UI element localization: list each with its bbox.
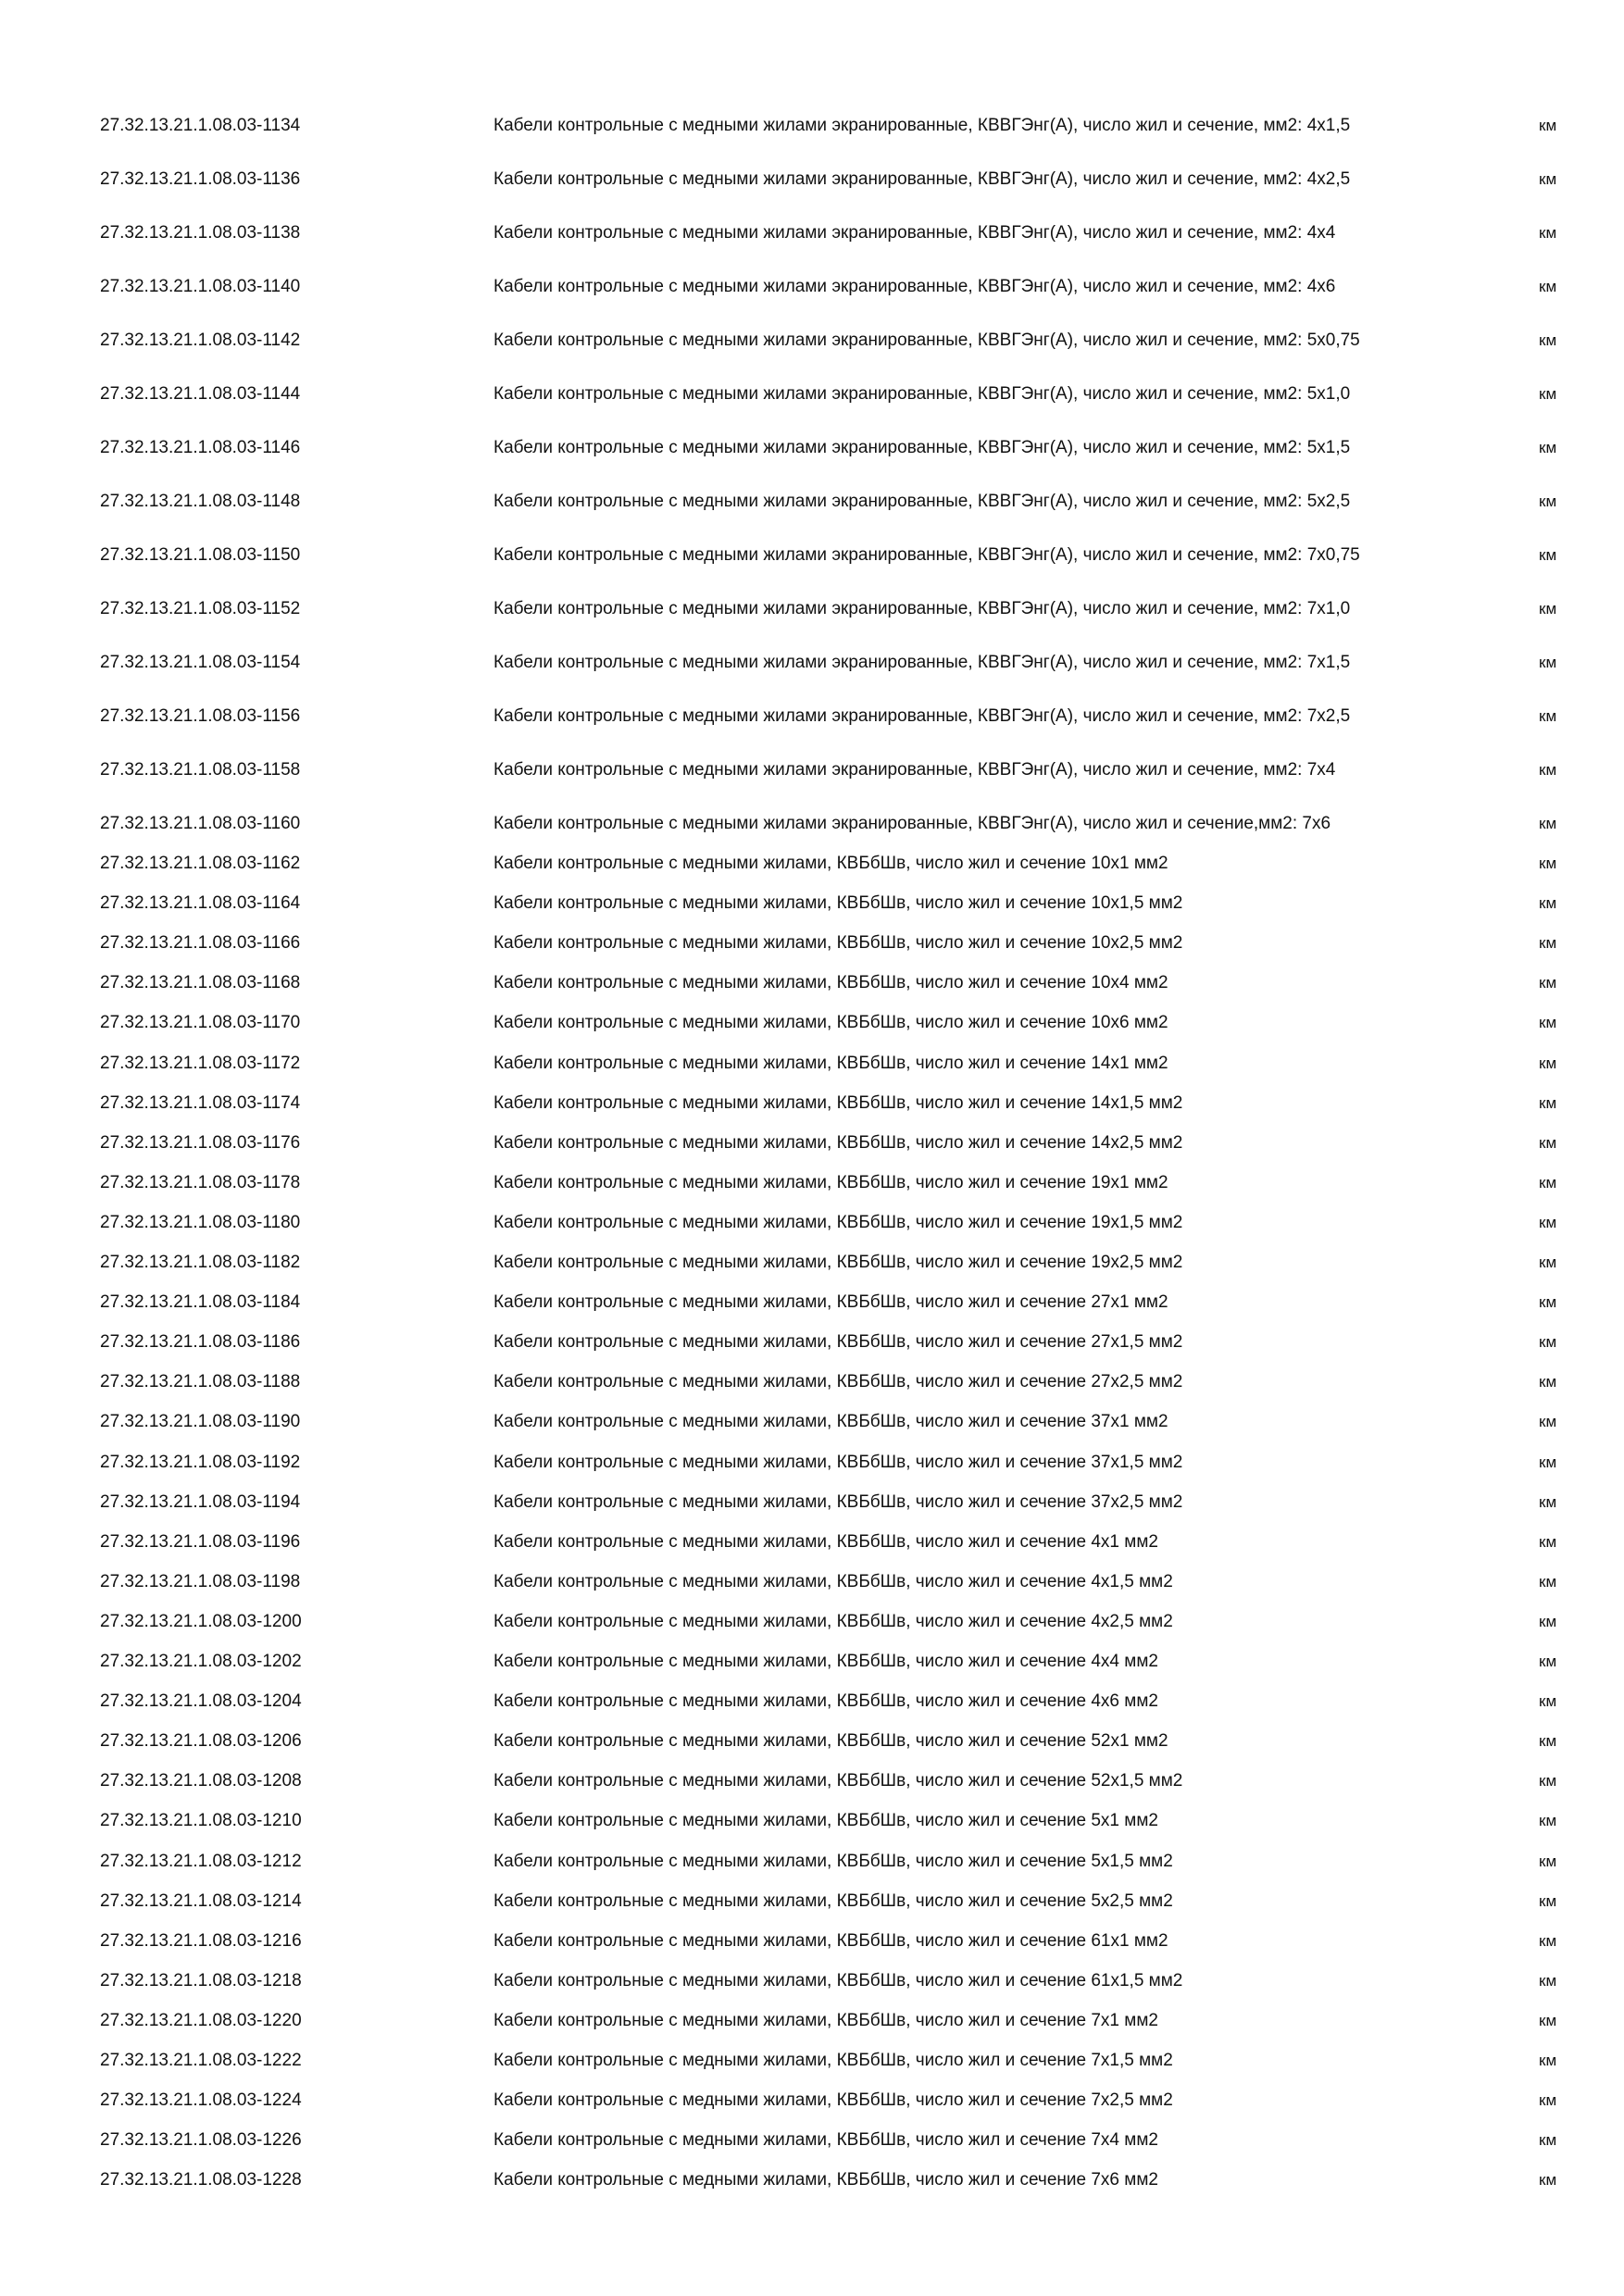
table-row	[0, 2087, 1624, 2115]
item-code: 27.32.13.21.1.08.03-1180	[100, 1212, 301, 1232]
item-description: Кабели контрольные с медными жилами, КВБбШв, число жил и сечение 27х2,5 мм2	[493, 1372, 1183, 1392]
item-code: 27.32.13.21.1.08.03-1222	[100, 2051, 302, 2070]
item-code: 27.32.13.21.1.08.03-1204	[100, 1691, 302, 1712]
item-code: 27.32.13.21.1.08.03-1142	[100, 331, 301, 350]
item-unit: км	[1539, 439, 1557, 456]
item-unit: км	[1539, 1532, 1557, 1551]
table-row	[0, 102, 1624, 150]
item-code: 27.32.13.21.1.08.03-1178	[100, 1172, 301, 1192]
item-unit: км	[1539, 1453, 1557, 1471]
item-unit: км	[1539, 654, 1557, 671]
item-description: Кабели контрольные с медными жилами экранированные, КВВГЭнг(А), число жил и сечение, мм2: 7х0,75	[493, 545, 1360, 565]
table-row	[0, 1489, 1624, 1516]
item-code: 27.32.13.21.1.08.03-1138	[100, 223, 301, 243]
item-description: Кабели контрольные с медными жилами, КВБбШв, число жил и сечение 10х2,5 мм2	[493, 933, 1183, 954]
item-unit: км	[1539, 1014, 1557, 1032]
table-row	[0, 1129, 1624, 1157]
table-row	[0, 1169, 1624, 1197]
item-description: Кабели контрольные с медными жилами, КВБбШв, число жил и сечение 27х1 мм2	[493, 1292, 1168, 1313]
item-unit: км	[1539, 2011, 1557, 2029]
item-unit: км	[1539, 1572, 1557, 1591]
item-description: Кабели контрольные с медными жилами, КВБбШв, число жил и сечение 61х1 мм2	[493, 1930, 1168, 1951]
item-unit: км	[1539, 1852, 1557, 1870]
item-description: Кабели контрольные с медными жилами, КВБбШв, число жил и сечение 37х1 мм2	[493, 1412, 1168, 1432]
table-row	[0, 1608, 1624, 1636]
table-row	[0, 639, 1624, 687]
item-unit: км	[1539, 1373, 1557, 1391]
item-code: 27.32.13.21.1.08.03-1198	[100, 1571, 301, 1591]
table-row	[0, 1050, 1624, 1078]
item-code: 27.32.13.21.1.08.03-1200	[100, 1611, 302, 1631]
item-description: Кабели контрольные с медными жилами, КВБбШв, число жил и сечение 52х1 мм2	[493, 1731, 1168, 1752]
item-description: Кабели контрольные с медными жилами, КВБбШв, число жил и сечение 27х1,5 мм2	[493, 1332, 1183, 1353]
item-description: Кабели контрольные с медными жилами экранированные, КВВГЭнг(А), число жил и сечение, мм2: 4х4	[493, 223, 1336, 243]
item-description: Кабели контрольные с медными жилами экранированные, КВВГЭнг(А), число жил и сечение, мм2: 5х2,5	[493, 492, 1351, 511]
item-unit: км	[1539, 1971, 1557, 1990]
item-unit: км	[1539, 1254, 1557, 1271]
item-code: 27.32.13.21.1.08.03-1188	[100, 1372, 301, 1392]
table-row	[0, 2166, 1624, 2194]
table-row	[0, 1249, 1624, 1277]
item-unit: км	[1539, 1293, 1557, 1312]
item-unit: км	[1539, 707, 1557, 725]
item-unit: км	[1539, 385, 1557, 403]
item-description: Кабели контрольные с медными жилами, КВБбШв, число жил и сечение 4х1 мм2	[493, 1531, 1158, 1552]
table-row	[0, 317, 1624, 365]
item-unit: км	[1539, 1891, 1557, 1910]
item-unit: км	[1539, 2052, 1557, 2069]
item-code: 27.32.13.21.1.08.03-1158	[100, 760, 301, 780]
item-description: Кабели контрольные с медными жилами экранированные, КВВГЭнг(А), число жил и сечение,мм2: 7х6	[493, 814, 1331, 833]
table-row	[0, 478, 1624, 526]
item-unit: км	[1539, 117, 1557, 134]
item-description: Кабели контрольные с медными жилами, КВБбШв, число жил и сечение 5х1,5 мм2	[493, 1851, 1173, 1871]
item-code: 27.32.13.21.1.08.03-1162	[100, 854, 301, 873]
table-row	[0, 1009, 1624, 1037]
item-unit: км	[1539, 2171, 1557, 2190]
item-code: 27.32.13.21.1.08.03-1182	[100, 1253, 301, 1272]
item-description: Кабели контрольные с медными жилами, КВБбШв, число жил и сечение 19х1 мм2	[493, 1172, 1168, 1192]
item-unit: км	[1539, 761, 1557, 779]
item-unit: км	[1539, 934, 1557, 953]
item-unit: км	[1539, 224, 1557, 242]
item-description: Кабели контрольные с медными жилами, КВБбШв, число жил и сечение 14х1,5 мм2	[493, 1092, 1183, 1113]
table-row	[0, 800, 1624, 848]
item-unit: км	[1539, 1413, 1557, 1431]
item-code: 27.32.13.21.1.08.03-1168	[100, 973, 301, 993]
item-description: Кабели контрольные с медными жилами, КВБбШв, число жил и сечение 5х2,5 мм2	[493, 1890, 1173, 1911]
item-code: 27.32.13.21.1.08.03-1226	[100, 2130, 302, 2151]
item-unit: км	[1539, 600, 1557, 618]
item-code: 27.32.13.21.1.08.03-1150	[100, 545, 301, 565]
item-unit: км	[1539, 1133, 1557, 1152]
table-row	[0, 370, 1624, 418]
item-description: Кабели контрольные с медными жилами, КВБбШв, число жил и сечение 10х4 мм2	[493, 973, 1168, 993]
table-row	[0, 969, 1624, 997]
item-unit: км	[1539, 1772, 1557, 1791]
item-code: 27.32.13.21.1.08.03-1228	[100, 2170, 302, 2190]
item-code: 27.32.13.21.1.08.03-1210	[100, 1811, 302, 1831]
item-unit: км	[1539, 331, 1557, 349]
item-code: 27.32.13.21.1.08.03-1146	[100, 438, 301, 457]
item-code: 27.32.13.21.1.08.03-1192	[100, 1452, 301, 1472]
item-description: Кабели контрольные с медными жилами, КВБбШв, число жил и сечение 61х1,5 мм2	[493, 1970, 1183, 1990]
table-row	[0, 209, 1624, 257]
table-row	[0, 890, 1624, 917]
item-code: 27.32.13.21.1.08.03-1184	[100, 1292, 301, 1313]
table-row	[0, 531, 1624, 580]
item-unit: км	[1539, 1173, 1557, 1192]
table-row	[0, 1648, 1624, 1676]
item-code: 27.32.13.21.1.08.03-1218	[100, 1970, 302, 1990]
table-row	[0, 1449, 1624, 1477]
item-description: Кабели контрольные с медными жилами, КВБбШв, число жил и сечение 7х1,5 мм2	[493, 2051, 1173, 2070]
item-unit: км	[1539, 815, 1557, 832]
item-unit: км	[1539, 1213, 1557, 1231]
table-row	[0, 263, 1624, 311]
table-row	[0, 2007, 1624, 2035]
item-description: Кабели контрольные с медными жилами, КВБбШв, число жил и сечение 7х2,5 мм2	[493, 2090, 1173, 2111]
item-description: Кабели контрольные с медными жилами экранированные, КВВГЭнг(А), число жил и сечение, мм2: 4х6	[493, 277, 1336, 296]
item-unit: км	[1539, 278, 1557, 295]
item-description: Кабели контрольные с медными жилами, КВБбШв, число жил и сечение 14х2,5 мм2	[493, 1132, 1183, 1153]
table-row	[0, 850, 1624, 878]
item-unit: км	[1539, 2091, 1557, 2110]
item-unit: км	[1539, 1653, 1557, 1670]
table-row	[0, 1928, 1624, 1955]
item-code: 27.32.13.21.1.08.03-1190	[100, 1412, 301, 1432]
item-description: Кабели контрольные с медными жилами, КВБбШв, число жил и сечение 37х2,5 мм2	[493, 1491, 1183, 1512]
item-code: 27.32.13.21.1.08.03-1160	[100, 814, 301, 833]
item-unit: км	[1539, 1093, 1557, 1112]
item-description: Кабели контрольные с медными жилами, КВБбШв, число жил и сечение 7х1 мм2	[493, 2010, 1158, 2030]
table-row	[0, 156, 1624, 204]
item-unit: км	[1539, 894, 1557, 913]
item-description: Кабели контрольные с медными жилами, КВБбШв, число жил и сечение 7х6 мм2	[493, 2170, 1158, 2190]
item-code: 27.32.13.21.1.08.03-1224	[100, 2090, 302, 2111]
table-row	[0, 1368, 1624, 1396]
table-row	[0, 1967, 1624, 1995]
item-code: 27.32.13.21.1.08.03-1194	[100, 1491, 301, 1512]
item-description: Кабели контрольные с медными жилами, КВБбШв, число жил и сечение 7х4 мм2	[493, 2130, 1158, 2151]
item-code: 27.32.13.21.1.08.03-1202	[100, 1652, 302, 1671]
item-unit: км	[1539, 1931, 1557, 1950]
item-unit: км	[1539, 1692, 1557, 1711]
item-description: Кабели контрольные с медными жилами, КВБбШв, число жил и сечение 14х1 мм2	[493, 1053, 1168, 1073]
item-unit: км	[1539, 974, 1557, 992]
item-code: 27.32.13.21.1.08.03-1214	[100, 1890, 302, 1911]
table-row	[0, 746, 1624, 794]
item-description: Кабели контрольные с медными жилами, КВБбШв, число жил и сечение 4х4 мм2	[493, 1652, 1158, 1671]
item-code: 27.32.13.21.1.08.03-1174	[100, 1092, 301, 1113]
table-row	[0, 2127, 1624, 2154]
item-code: 27.32.13.21.1.08.03-1164	[100, 893, 301, 914]
item-code: 27.32.13.21.1.08.03-1216	[100, 1930, 302, 1951]
item-code: 27.32.13.21.1.08.03-1176	[100, 1132, 301, 1153]
table-row	[0, 1408, 1624, 1436]
item-unit: км	[1539, 1812, 1557, 1830]
table-row	[0, 930, 1624, 957]
table-row	[0, 1848, 1624, 1876]
item-code: 27.32.13.21.1.08.03-1152	[100, 599, 301, 618]
item-code: 27.32.13.21.1.08.03-1212	[100, 1851, 302, 1871]
item-code: 27.32.13.21.1.08.03-1220	[100, 2010, 302, 2030]
table-row	[0, 1209, 1624, 1237]
table-row	[0, 1529, 1624, 1556]
item-description: Кабели контрольные с медными жилами экранированные, КВВГЭнг(А), число жил и сечение, мм2: 4х1,5	[493, 116, 1351, 135]
item-unit: км	[1539, 546, 1557, 564]
item-description: Кабели контрольные с медными жилами, КВБбШв, число жил и сечение 4х6 мм2	[493, 1691, 1158, 1712]
item-code: 27.32.13.21.1.08.03-1140	[100, 277, 301, 296]
item-code: 27.32.13.21.1.08.03-1134	[100, 116, 301, 135]
item-unit: км	[1539, 170, 1557, 188]
table-row	[0, 1688, 1624, 1716]
item-description: Кабели контрольные с медными жилами, КВБбШв, число жил и сечение 10х6 мм2	[493, 1013, 1168, 1033]
table-row	[0, 2047, 1624, 2075]
table-row	[0, 424, 1624, 472]
item-code: 27.32.13.21.1.08.03-1154	[100, 653, 301, 672]
item-description: Кабели контрольные с медными жилами, КВБбШв, число жил и сечение 19х2,5 мм2	[493, 1253, 1183, 1272]
item-unit: км	[1539, 1612, 1557, 1630]
item-unit: км	[1539, 2131, 1557, 2150]
item-code: 27.32.13.21.1.08.03-1136	[100, 169, 301, 189]
item-code: 27.32.13.21.1.08.03-1172	[100, 1053, 301, 1073]
item-description: Кабели контрольные с медными жилами экранированные, КВВГЭнг(А), число жил и сечение, мм2: 7х1,5	[493, 653, 1351, 672]
item-description: Кабели контрольные с медными жилами экранированные, КВВГЭнг(А), число жил и сечение, мм2: 4х2,5	[493, 169, 1351, 189]
item-description: Кабели контрольные с медными жилами экранированные, КВВГЭнг(А), число жил и сечение, мм2: 5х1,0	[493, 384, 1351, 404]
item-code: 27.32.13.21.1.08.03-1208	[100, 1771, 302, 1791]
item-description: Кабели контрольные с медными жилами, КВБбШв, число жил и сечение 10х1,5 мм2	[493, 893, 1183, 914]
item-code: 27.32.13.21.1.08.03-1144	[100, 384, 301, 404]
item-unit: км	[1539, 1732, 1557, 1751]
table-row	[0, 1289, 1624, 1316]
item-code: 27.32.13.21.1.08.03-1196	[100, 1531, 301, 1552]
table-row	[0, 1568, 1624, 1596]
item-description: Кабели контрольные с медными жилами, КВБбШв, число жил и сечение 37х1,5 мм2	[493, 1452, 1183, 1472]
item-unit: км	[1539, 1333, 1557, 1352]
item-code: 27.32.13.21.1.08.03-1206	[100, 1731, 302, 1752]
item-description: Кабели контрольные с медными жилами экранированные, КВВГЭнг(А), число жил и сечение, мм2: 5х1,5	[493, 438, 1351, 457]
item-description: Кабели контрольные с медными жилами, КВБбШв, число жил и сечение 5х1 мм2	[493, 1811, 1158, 1831]
item-code: 27.32.13.21.1.08.03-1170	[100, 1013, 301, 1033]
table-row	[0, 585, 1624, 633]
item-description: Кабели контрольные с медными жилами, КВБбШв, число жил и сечение 4х2,5 мм2	[493, 1611, 1173, 1631]
item-description: Кабели контрольные с медными жилами экранированные, КВВГЭнг(А), число жил и сечение, мм2: 7х1,0	[493, 599, 1351, 618]
item-description: Кабели контрольные с медными жилами, КВБбШв, число жил и сечение 4х1,5 мм2	[493, 1571, 1173, 1591]
item-code: 27.32.13.21.1.08.03-1186	[100, 1332, 301, 1353]
item-code: 27.32.13.21.1.08.03-1166	[100, 933, 301, 954]
item-unit: км	[1539, 1492, 1557, 1511]
table-row	[0, 1767, 1624, 1795]
item-description: Кабели контрольные с медными жилами экранированные, КВВГЭнг(А), число жил и сечение, мм2: 7х4	[493, 760, 1336, 780]
table-row	[0, 1329, 1624, 1356]
item-unit: км	[1539, 855, 1557, 872]
table-row	[0, 1807, 1624, 1835]
item-code: 27.32.13.21.1.08.03-1156	[100, 706, 301, 726]
table-row	[0, 693, 1624, 741]
item-description: Кабели контрольные с медными жилами экранированные, КВВГЭнг(А), число жил и сечение, мм2: 7х2,5	[493, 706, 1351, 726]
item-unit: км	[1539, 493, 1557, 510]
table-row	[0, 1090, 1624, 1117]
item-description: Кабели контрольные с медными жилами, КВБбШв, число жил и сечение 19х1,5 мм2	[493, 1212, 1183, 1232]
item-description: Кабели контрольные с медными жилами, КВБбШв, число жил и сечение 10х1 мм2	[493, 854, 1168, 873]
item-description: Кабели контрольные с медными жилами, КВБбШв, число жил и сечение 52х1,5 мм2	[493, 1771, 1183, 1791]
item-code: 27.32.13.21.1.08.03-1148	[100, 492, 301, 511]
item-description: Кабели контрольные с медными жилами экранированные, КВВГЭнг(А), число жил и сечение, мм2: 5х0,75	[493, 331, 1360, 350]
table-row	[0, 1888, 1624, 1915]
table-row	[0, 1728, 1624, 1755]
item-unit: км	[1539, 1054, 1557, 1072]
